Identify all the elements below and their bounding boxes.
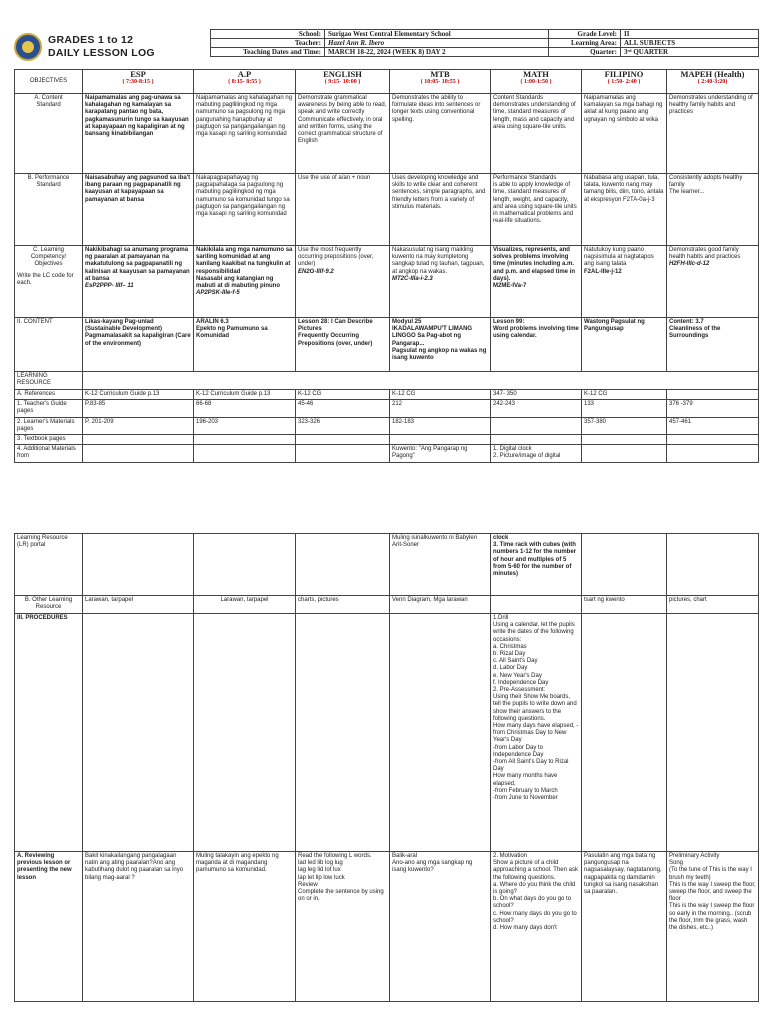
competency-note: Write the LC code for each.	[17, 272, 74, 286]
cell-procedures	[582, 614, 667, 852]
cell-performance-standard: Use the use of a/an + noun	[296, 174, 390, 246]
objectives-heading: OBJECTIVES	[15, 70, 83, 94]
subject-name: ESP	[130, 69, 146, 79]
cell-lr-portal	[83, 534, 194, 596]
cell-teachers-guide: 242-243	[491, 400, 582, 417]
grade-label: Grade Level:	[549, 30, 621, 39]
cell-reviewing: Read the following L words. lad led lib log lug lag leg lid lot lux lap let lip low luck Review Complete the sentence by using on or in.	[296, 852, 390, 1002]
cell-learning-resource	[83, 372, 759, 390]
cell-competency	[582, 246, 667, 318]
competency-text: Demonstrates good family health habits and practices	[669, 247, 741, 261]
row-label-content-standard: A. Content Standard	[15, 94, 83, 174]
subject-name: FILIPINO	[604, 69, 644, 79]
competency-text: Nakikilala ang mga namumuno sa sariling komunidad at ang kanilang kaakibat na tungkulin at responsibilidad Nasasabi ang katangian ng mabuti at di mabuting pinuno	[196, 247, 293, 290]
cell-lr-portal	[667, 534, 759, 596]
cell-reviewing: Pasulatin ang mga bata ng pangungusap na nagsasalaysay, nagtatanong, nagpapakita ng damdamin tungkol sa isang nasakshan sa paaralan.	[582, 852, 667, 1002]
cell-textbook	[491, 435, 582, 445]
cell-other-resource: Larawan, tarpapel	[194, 596, 296, 614]
title-line2: DAILY LESSON LOG	[48, 47, 155, 59]
cell-content-standard: Naipamamalas ang pag-unawa sa kahalagahan ng kamalayan sa karapatang pantao ng bata, pagkamasunurin tungo sa kaayusan at kapayapaan ng kapaligiran at ng bansang kinabibilangan	[83, 94, 194, 174]
row-label-competency	[15, 246, 83, 318]
cell-references: 347- 350	[491, 390, 582, 400]
subject-time: ( 1:50- 2:40 )	[607, 79, 641, 85]
row-label-additional-materials: 4. Additional Materials from	[15, 445, 83, 463]
row-label-other-resource: B. Other Learning Resource	[15, 596, 83, 614]
cell-competency	[390, 246, 491, 318]
row-label-teachers-guide: 1. Teacher's Guide pages	[15, 400, 83, 417]
cell-additional-materials	[296, 445, 390, 463]
deped-seal	[14, 33, 42, 61]
subject-name: ENGLISH	[323, 69, 362, 79]
lc-code: F2AL-IIIe-j-12	[584, 268, 622, 275]
cell-learners-materials: 196-203	[194, 417, 296, 434]
cell-performance-standard: Uses developing knowledge and skills to write clear and coherent sentences, simple paragraphs, and friendly letters from a variety of stimulus materials.	[390, 174, 491, 246]
cell-references: K-12 CG	[582, 390, 667, 400]
cell-teachers-guide: 133	[582, 400, 667, 417]
row-label-performance-standard: B. Performance Standard	[15, 174, 83, 246]
cell-content-standard: Content Standards demonstrates understanding of time, standard measures of length, mass and capacity and area using square-tile units.	[491, 94, 582, 174]
competency-text: Nakasusulat ng isang maikling kuwento na may kumpletong sangkap tulad ng tauhan, tagpuan, at angkop na wakas.	[392, 247, 485, 275]
cell-lr-portal: clock 3. Time rack with cubes (with numbers 1-12 for the number of hour and multiples of 5 from 5-60 for the number of minutes)	[491, 534, 582, 596]
cell-content: Wastong Pagsulat ng Pangungusap	[582, 318, 667, 372]
subject-mapeh	[667, 70, 759, 94]
lesson-log-table-page1	[14, 69, 759, 463]
subject-name: MTB	[430, 69, 450, 79]
lesson-log-table-page2	[14, 533, 759, 1002]
cell-learners-materials: 357-380	[582, 417, 667, 434]
row-label-references: A. References	[15, 390, 83, 400]
subject-math	[491, 70, 582, 94]
lc-code: EN2G-IIIf-9.2	[298, 268, 334, 275]
cell-additional-materials: 1. Digital clock 2. Picture/image of digital	[491, 445, 582, 463]
cell-procedures	[296, 614, 390, 852]
teacher-label: Teacher:	[211, 39, 325, 48]
row-label-textbook: 3. Textbook pages	[15, 435, 83, 445]
teacher-value: Hazel Ann R. Ibero	[325, 39, 549, 48]
cell-other-resource: charts, pictures	[296, 596, 390, 614]
cell-learners-materials: P. 201-209	[83, 417, 194, 434]
subject-name: A.P	[237, 69, 252, 79]
subject-time: ( 2:40-3:20)	[697, 79, 728, 85]
cell-lr-portal	[194, 534, 296, 596]
cell-learners-materials	[491, 417, 582, 434]
cell-content: Lesson 28: I Can Describe Pictures Frequently Occurring Prepositions (over, under)	[296, 318, 390, 372]
competency-label: C. Learning Competency/ Objectives	[30, 247, 67, 268]
cell-other-resource: Larawan, tarpapel	[83, 596, 194, 614]
cell-additional-materials	[667, 445, 759, 463]
cell-content-standard: Naipamamalas ang kamalayan sa mga bahagi ng aklat at kung paano ang ugnayan ng simbolo at wika	[582, 94, 667, 174]
grade-value: II	[621, 30, 759, 39]
cell-procedures	[667, 614, 759, 852]
cell-teachers-guide: P.83-85	[83, 400, 194, 417]
row-label-content: II. CONTENT	[15, 318, 83, 372]
cell-reviewing: Muling talakayin ang epekto ng maganda at di magandang pamumuno sa komunidad.	[194, 852, 296, 1002]
cell-textbook	[667, 435, 759, 445]
cell-teachers-guide: 45-46	[296, 400, 390, 417]
school-label: School:	[211, 30, 325, 39]
cell-reviewing: 2. Motivation Show a picture of a child approaching a school. Then ask the following questions. a. Where do you think the child is going? b. On what days do you go to school? c. How many days do you go to school? d. How many days don't	[491, 852, 582, 1002]
row-label-learning-resource: LEARNING RESOURCE	[15, 372, 83, 390]
cell-procedures: 1.Drill Using a calendar, let the pupils write the dates of the following occasions: a. Christmas b. Rizal Day c. All Saint's Day d. Labor Day e. New Year's Day f. Independence Day 2. Pre-Assessment: Using their Show Me boards, tell the pupils to write down and show their answers to the following questions. How many days have elapsed, -from Christmas Day to New Year's Day -from Labor Day to Independence Day -from All Saint's Day to Rizal Day How many months have elapsed, -from February to March -from June to November	[491, 614, 582, 852]
cell-additional-materials: Kuwento: "Ang Pangarap ng Pagong"	[390, 445, 491, 463]
row-label-procedures: III. PROCEDURES	[15, 614, 83, 852]
cell-content-standard: Demonstrates the ability to formulate ideas into sentences or longer texts using conventional spelling.	[390, 94, 491, 174]
cell-other-resource	[491, 596, 582, 614]
cell-textbook	[582, 435, 667, 445]
cell-textbook	[83, 435, 194, 445]
cell-references: K-12 CG	[390, 390, 491, 400]
cell-procedures	[194, 614, 296, 852]
competency-text: Use the most frequently occurring prepositions (over, under)	[298, 247, 374, 268]
competency-text: Natutukoy kung paano nagsisimula at nagtatapos ang isang talata	[584, 247, 654, 268]
subject-time: ( 10:05- 10:55 )	[420, 79, 460, 85]
subject-filipino	[582, 70, 667, 94]
cell-references	[667, 390, 759, 400]
row-label-reviewing: A. Reviewing previous lesson or presenting the new lesson	[15, 852, 83, 1002]
cell-references: K-12 Curriculum Guide p.13	[83, 390, 194, 400]
cell-lr-portal	[582, 534, 667, 596]
subject-time: ( 9:15- 10:00 )	[324, 79, 361, 85]
subject-ap	[194, 70, 296, 94]
cell-learners-materials: 323-326	[296, 417, 390, 434]
cell-additional-materials	[582, 445, 667, 463]
cell-performance-standard: Nababasa ang usapan, tula, talata, kuwento nang may tamang bilis, diin, tono, antala at ekspresyon F2TA-0a-j-3	[582, 174, 667, 246]
cell-references: K-12 CG	[296, 390, 390, 400]
lc-code: EsP2PPP- IIIf– 11	[85, 283, 134, 290]
quarter-label: Quarter:	[549, 48, 621, 57]
cell-lr-portal: Muling isinalkuwento ni Babylen Arit-Soner	[390, 534, 491, 596]
cell-content-standard: Naipamamalas ang kahalagahan ng mabuting pagllilingkod ng mga namumuno sa pagsulong ng mga pangunahing hanapbuhay at pagtugon sa pangangailangan ng mga kasapi ng sariling komunidad	[194, 94, 296, 174]
cell-performance-standard: Naisasabuhay ang pagsunod sa iba't ibang paraan ng pagpapanatili ng kaayusan at kapayapaan sa pamayanan at bansa	[83, 174, 194, 246]
cell-performance-standard: Nakapagpapahayag ng pagpapahalaga sa pagsulong ng mabuting paglilingkod ng mga namumuno sa komunidad tungo sa pagtugon sa pangangailangan ng mga kasapi ng sariling komunidad	[194, 174, 296, 246]
subject-time: ( 8:15- 8:55 )	[228, 79, 261, 85]
cell-content: Modyul 25 IKADALAWAMPU'T LIMANG LINGGO Sa Pag-abot ng Pangarap... Pagsulat ng angkop na wakas ng isang kuwento	[390, 318, 491, 372]
dates-value: MARCH 18-22, 2024 (WEEK 8) DAY 2	[325, 48, 549, 57]
cell-learners-materials: 457-461	[667, 417, 759, 434]
cell-teachers-guide: 376 -379	[667, 400, 759, 417]
competency-text: Visualizes, represents, and solves problems involving time (minutes including a.m. and p.m. and elapsed time in days).	[493, 247, 576, 282]
cell-lr-portal	[296, 534, 390, 596]
cell-competency	[194, 246, 296, 318]
quarter-value: 3ʳᵈ QUARTER	[621, 48, 759, 57]
cell-competency	[667, 246, 759, 318]
title-line1: GRADES 1 to 12	[48, 34, 134, 46]
subject-mtb	[390, 70, 491, 94]
cell-textbook	[296, 435, 390, 445]
school-value: Surigao West Central Elementary School	[325, 30, 549, 39]
lc-code: MT2C-IIIa-i-2.3	[392, 275, 433, 282]
cell-procedures	[83, 614, 194, 852]
cell-other-resource: Venn Diagram, Mga larawan	[390, 596, 491, 614]
cell-performance-standard: Consistently adopts healthy family The learner...	[667, 174, 759, 246]
area-label: Learning Area:	[549, 39, 621, 48]
cell-content-standard: Demonstrate grammatical awareness by being able to read, speak and write correctly Communicate effectively, in oral and written forms, using the correct grammatical structure of English	[296, 94, 390, 174]
cell-performance-standard: Performance Standards is able to apply knowledge of time, standard measures of length, weight, and capacity, and area using square-tile units in mathematical problems and real-life situations.	[491, 174, 582, 246]
cell-other-resource: tsart ng kwento	[582, 596, 667, 614]
header-info-table	[210, 29, 759, 57]
lc-code: AP2PSK-IIIe-f-5	[196, 290, 240, 297]
cell-additional-materials	[83, 445, 194, 463]
row-label-learners-materials: 2. Learner's Materials pages	[15, 417, 83, 434]
cell-reviewing: Preliminary Activity Song (To the tune of This is the way I brush my teeth) This is the way I sweep the floor, sweep the floor, and sweep the floor This is the way I sweep the floor so early in the morning.. (scrub the floor, trim the grass, wash the dishes, etc..)	[667, 852, 759, 1002]
subject-time: ( 7:30-8:15 )	[122, 79, 154, 85]
cell-procedures	[390, 614, 491, 852]
subject-esp	[83, 70, 194, 94]
subject-time: ( 1:00-1:50 )	[520, 79, 552, 85]
cell-additional-materials	[194, 445, 296, 463]
cell-reviewing: Balik-aral Ano-ano ang mga sangkap ng isang kuwento?	[390, 852, 491, 1002]
dates-label: Teaching Dates and Time:	[211, 48, 325, 57]
cell-teachers-guide: 66-68	[194, 400, 296, 417]
cell-competency	[83, 246, 194, 318]
lc-code: H2FH-IIIc-d-12	[669, 261, 710, 268]
cell-other-resource: pictures, chart	[667, 596, 759, 614]
area-value: ALL SUBJECTS	[621, 39, 759, 48]
subject-name: MAPEH (Health)	[680, 69, 745, 79]
cell-competency	[296, 246, 390, 318]
cell-textbook	[194, 435, 296, 445]
competency-text: Nakikibahagi sa anumang programa ng paaralan at pamayanan na makatutulong sa pagpapanatili ng kalinisan at kaayusan sa pamayanan at bansa	[85, 247, 190, 282]
cell-learners-materials: 182-183	[390, 417, 491, 434]
cell-teachers-guide: 212	[390, 400, 491, 417]
cell-content: Content: 3.7 Cleanliness of the Surroundings	[667, 318, 759, 372]
cell-textbook	[390, 435, 491, 445]
cell-content-standard: Demonstrates understanding of healthy family habits and practices	[667, 94, 759, 174]
cell-content: ARALIN 6.3 Epekto ng Pamumuno sa Komunidad	[194, 318, 296, 372]
cell-competency	[491, 246, 582, 318]
cell-reviewing: Bakit kinakailangang pangalagaan natin ang ating paaralan?Ano ang kabutihang dulot ng paaralan sa inyo bilang mag-aaral ?	[83, 852, 194, 1002]
row-label-lr-portal: Learning Resource (LR) portal	[15, 534, 83, 596]
subject-english	[296, 70, 390, 94]
cell-references: K-12 Curriculum Guide p.13	[194, 390, 296, 400]
subject-name: MATH	[523, 69, 549, 79]
cell-content: Lesson 99: Word problems involving time using calendar.	[491, 318, 582, 372]
cell-content: Likas-kayang Pag-unlad (Sustainable Development) Pagmamalasakit sa kapaligiran (Care of the environment)	[83, 318, 194, 372]
lc-code: M2ME-IVa-7	[493, 283, 527, 290]
